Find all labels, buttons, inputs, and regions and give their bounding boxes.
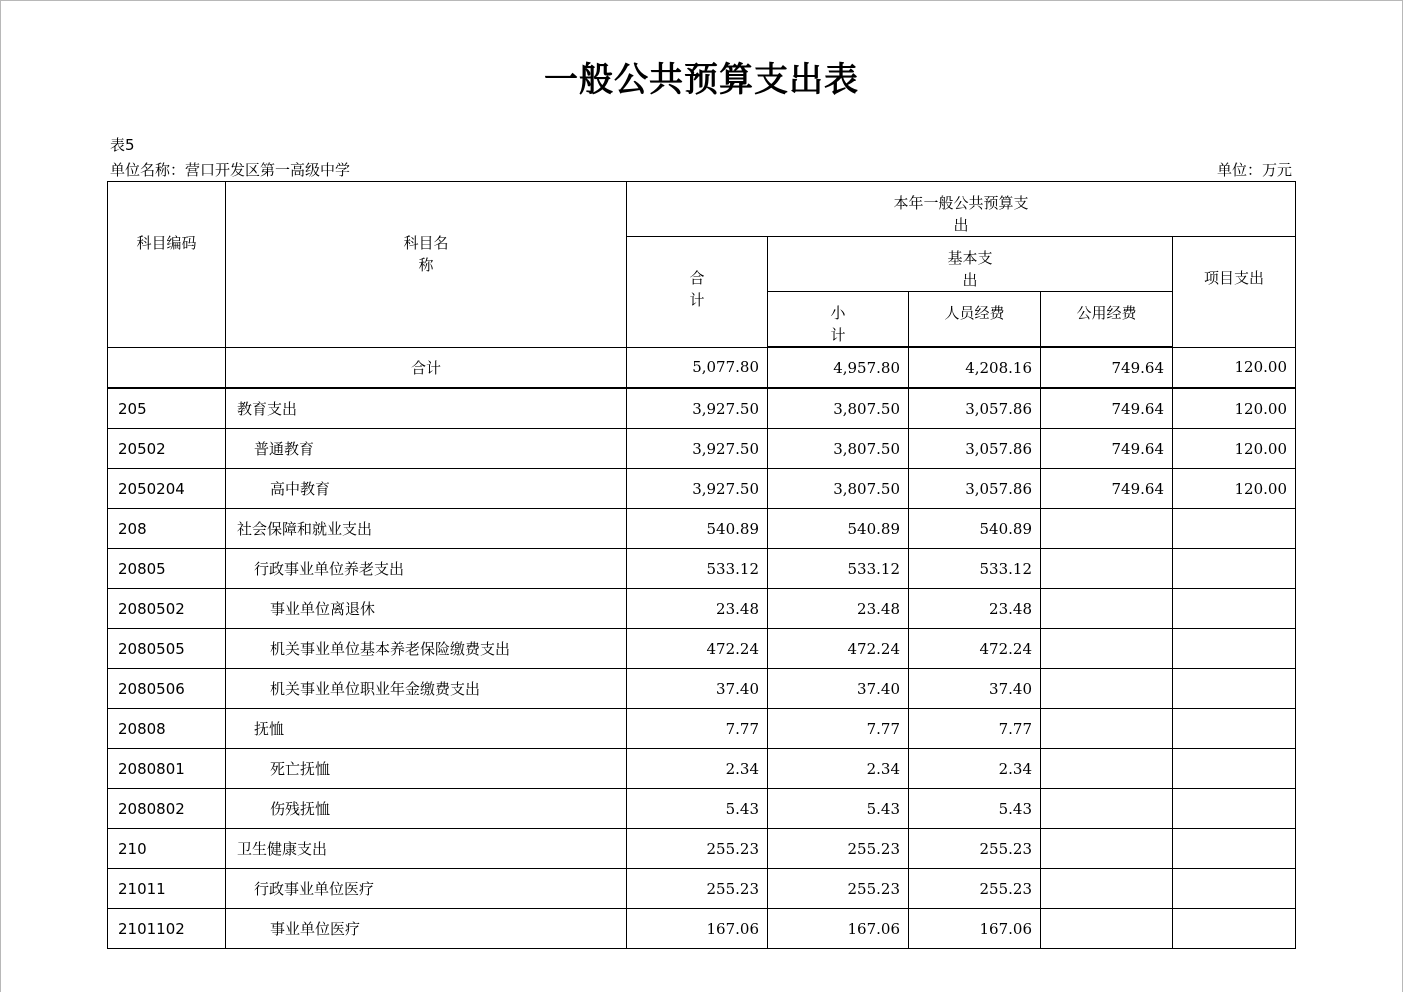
total-row: [108, 347, 1296, 388]
row-total: 5.43: [627, 789, 768, 829]
table-row: [108, 709, 1296, 749]
table-row: [108, 589, 1296, 629]
row-total: 533.12: [627, 549, 768, 589]
row-code: 2080505: [108, 629, 226, 669]
header-name: 科目名 称: [226, 182, 627, 348]
row-subtotal: 167.06: [768, 909, 909, 949]
table-row: [108, 869, 1296, 909]
row-personnel: 3,057.86: [909, 469, 1041, 509]
header-subtotal: 小 计: [768, 292, 909, 348]
row-name: 抚恤: [226, 709, 627, 749]
row-project: [1173, 669, 1296, 709]
row-name: 事业单位离退休: [226, 589, 627, 629]
row-subtotal: 7.77: [768, 709, 909, 749]
row-subtotal: 533.12: [768, 549, 909, 589]
row-subtotal: 37.40: [768, 669, 909, 709]
row-code: 20808: [108, 709, 226, 749]
row-personnel: 533.12: [909, 549, 1041, 589]
row-public: [1041, 669, 1173, 709]
row-project: [1173, 709, 1296, 749]
row-personnel: 167.06: [909, 909, 1041, 949]
row-subtotal: 472.24: [768, 629, 909, 669]
row-public: [1041, 749, 1173, 789]
row-project: [1173, 549, 1296, 589]
row-code: 205: [108, 388, 226, 429]
row-personnel: 540.89: [909, 509, 1041, 549]
row-total: 472.24: [627, 629, 768, 669]
page-frame-left: [0, 0, 1, 992]
row-public: [1041, 709, 1173, 749]
row-name: 高中教育: [226, 469, 627, 509]
header-public: 公用经费: [1041, 292, 1173, 348]
row-code: 2050204: [108, 469, 226, 509]
total-public: 749.64: [1041, 347, 1173, 388]
total-personnel: 4,208.16: [909, 347, 1041, 388]
row-total: 23.48: [627, 589, 768, 629]
header-total: 合 计: [627, 237, 768, 348]
row-public: 749.64: [1041, 388, 1173, 429]
row-code: 21011: [108, 869, 226, 909]
row-personnel: 2.34: [909, 749, 1041, 789]
table-row: [108, 469, 1296, 509]
row-public: [1041, 509, 1173, 549]
table-number: 表5: [110, 136, 135, 154]
row-personnel: 255.23: [909, 869, 1041, 909]
row-project: [1173, 589, 1296, 629]
row-personnel: 3,057.86: [909, 429, 1041, 469]
row-project: [1173, 909, 1296, 949]
row-subtotal: 3,807.50: [768, 469, 909, 509]
row-personnel: 37.40: [909, 669, 1041, 709]
row-project: [1173, 829, 1296, 869]
row-code: 2080802: [108, 789, 226, 829]
row-name: 教育支出: [226, 388, 627, 429]
row-total: 3,927.50: [627, 429, 768, 469]
table-row: [108, 829, 1296, 869]
row-total: 255.23: [627, 829, 768, 869]
header-project: 项目支出: [1173, 237, 1296, 348]
unit-label: 单位：万元: [1216, 161, 1292, 179]
row-public: [1041, 549, 1173, 589]
row-name: 普通教育: [226, 429, 627, 469]
row-project: 120.00: [1173, 388, 1296, 429]
row-name: 行政事业单位医疗: [226, 869, 627, 909]
row-personnel: 472.24: [909, 629, 1041, 669]
table-row: [108, 629, 1296, 669]
row-total: 255.23: [627, 869, 768, 909]
table-row: [108, 388, 1296, 429]
header-current-year: 本年一般公共预算支 出: [627, 182, 1296, 237]
row-total: 7.77: [627, 709, 768, 749]
row-code: 2101102: [108, 909, 226, 949]
row-personnel: 7.77: [909, 709, 1041, 749]
page-frame-top: [0, 0, 1403, 1]
table-row: [108, 909, 1296, 949]
row-subtotal: 255.23: [768, 829, 909, 869]
table-row: [108, 509, 1296, 549]
row-name: 卫生健康支出: [226, 829, 627, 869]
row-project: [1173, 629, 1296, 669]
row-project: 120.00: [1173, 429, 1296, 469]
row-total: 3,927.50: [627, 388, 768, 429]
header-code: 科目编码: [108, 182, 226, 348]
total-code: [108, 347, 226, 388]
row-subtotal: 5.43: [768, 789, 909, 829]
row-name: 社会保障和就业支出: [226, 509, 627, 549]
unit-name: 单位名称：营口开发区第一高级中学: [110, 161, 351, 179]
page-title: 一般公共预算支出表: [544, 60, 859, 100]
header-personnel: 人员经费: [909, 292, 1041, 348]
row-personnel: 255.23: [909, 829, 1041, 869]
table-row: [108, 789, 1296, 829]
table-row: [108, 749, 1296, 789]
row-code: 2080506: [108, 669, 226, 709]
row-name: 机关事业单位基本养老保险缴费支出: [226, 629, 627, 669]
budget-table: [107, 181, 1296, 949]
row-public: 749.64: [1041, 429, 1173, 469]
row-personnel: 23.48: [909, 589, 1041, 629]
total-subtotal: 4,957.80: [768, 347, 909, 388]
row-subtotal: 2.34: [768, 749, 909, 789]
row-subtotal: 255.23: [768, 869, 909, 909]
header-basic: 基本支 出: [768, 237, 1173, 292]
row-code: 2080801: [108, 749, 226, 789]
row-subtotal: 540.89: [768, 509, 909, 549]
row-code: 208: [108, 509, 226, 549]
row-public: [1041, 789, 1173, 829]
row-public: [1041, 589, 1173, 629]
row-total: 167.06: [627, 909, 768, 949]
row-name: 死亡抚恤: [226, 749, 627, 789]
total-total: 5,077.80: [627, 347, 768, 388]
table-row: [108, 429, 1296, 469]
row-name: 机关事业单位职业年金缴费支出: [226, 669, 627, 709]
row-public: 749.64: [1041, 469, 1173, 509]
row-total: 3,927.50: [627, 469, 768, 509]
row-name: 行政事业单位养老支出: [226, 549, 627, 589]
row-code: 20502: [108, 429, 226, 469]
row-project: [1173, 789, 1296, 829]
row-code: 20805: [108, 549, 226, 589]
row-public: [1041, 909, 1173, 949]
row-project: [1173, 869, 1296, 909]
row-personnel: 3,057.86: [909, 388, 1041, 429]
row-subtotal: 3,807.50: [768, 388, 909, 429]
total-label: 合计: [226, 347, 627, 388]
row-project: [1173, 509, 1296, 549]
row-name: 事业单位医疗: [226, 909, 627, 949]
row-code: 2080502: [108, 589, 226, 629]
total-project: 120.00: [1173, 347, 1296, 388]
row-total: 540.89: [627, 509, 768, 549]
row-name: 伤残抚恤: [226, 789, 627, 829]
table-row: [108, 669, 1296, 709]
row-public: [1041, 629, 1173, 669]
row-project: 120.00: [1173, 469, 1296, 509]
row-total: 37.40: [627, 669, 768, 709]
row-personnel: 5.43: [909, 789, 1041, 829]
row-total: 2.34: [627, 749, 768, 789]
row-code: 210: [108, 829, 226, 869]
row-subtotal: 23.48: [768, 589, 909, 629]
table-row: [108, 549, 1296, 589]
row-public: [1041, 869, 1173, 909]
row-subtotal: 3,807.50: [768, 429, 909, 469]
row-project: [1173, 749, 1296, 789]
row-public: [1041, 829, 1173, 869]
